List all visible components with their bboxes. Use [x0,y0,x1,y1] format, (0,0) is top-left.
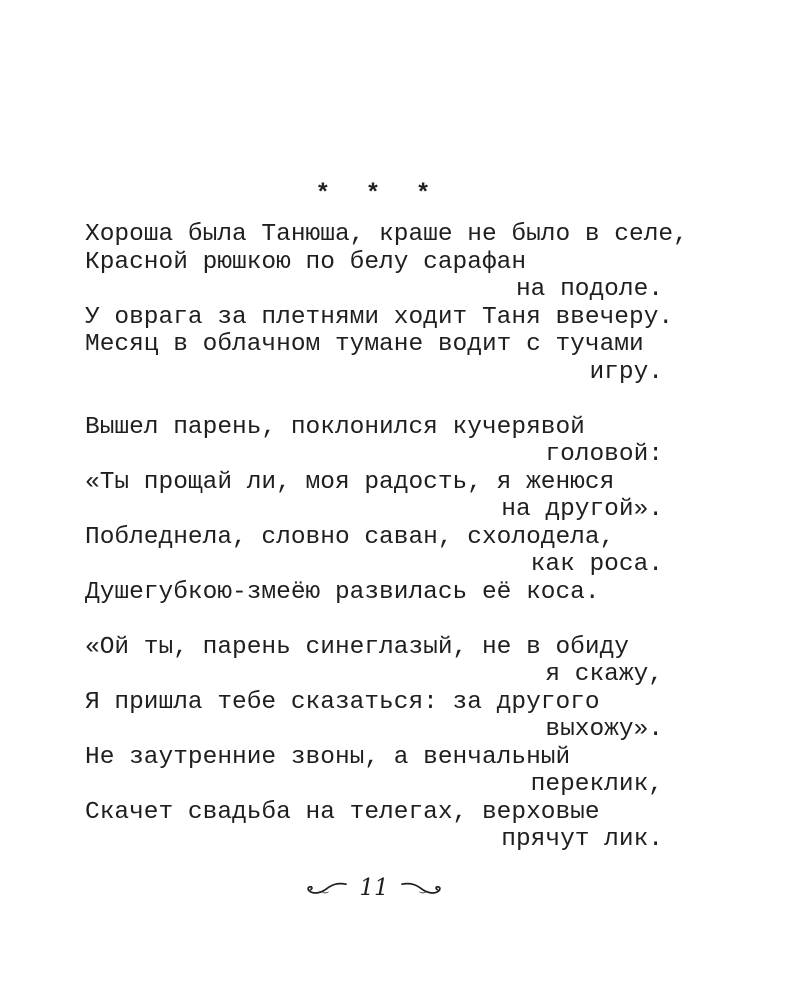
poem-body [85,221,688,854]
poem-line: Скачет свадьба на телегах, верховые [85,798,600,826]
poem-line-continuation: прячут лик. [501,826,663,853]
poem-line: Не заутренние звоны, а венчальный [85,743,571,771]
poem-line-continuation: выхожу». [545,716,663,743]
poem-stanza [85,634,663,854]
page-number: 11 [359,874,389,901]
poem-line-continuation: переклик, [530,771,663,798]
poem-line: Я пришла тебе сказаться: за другого [85,688,600,716]
page-footer [85,876,663,902]
poem-line: Вышел парень, поклонился кучерявой [85,413,585,441]
poem-stanza [85,221,688,386]
poem-line-continuation: на другой». [501,496,663,523]
flourish-left-icon [305,881,347,897]
poem-line-continuation: на подоле. [515,276,663,303]
poem-line-continuation: головой: [545,441,663,468]
section-divider-stars: * * * [315,181,433,208]
poem-line: Побледнела, словно саван, схолодела, [85,523,615,551]
poem-line-continuation: игру. [589,358,663,386]
poem-line: Красной рюшкою по белу сарафан [85,248,527,276]
poem-line: Душегубкою-змеёю развилась её коса. [85,578,600,606]
flourish-right-icon [401,881,443,897]
poem-line: «Ты прощай ли, моя радость, я женюся [85,468,615,496]
poem-line: У оврага за плетнями ходит Таня ввечеру. [85,303,674,331]
poem-line: Месяц в облачном тумане водит с тучами [85,331,644,358]
poem-line-continuation: как роса. [530,551,663,578]
poem-line: Хороша была Танюша, краше не было в селе, [85,221,688,248]
poem-line: «Ой ты, парень синеглазый, не в обиду [85,633,629,661]
poem-stanza [85,414,663,607]
poem-line-continuation: я скажу, [545,661,663,688]
